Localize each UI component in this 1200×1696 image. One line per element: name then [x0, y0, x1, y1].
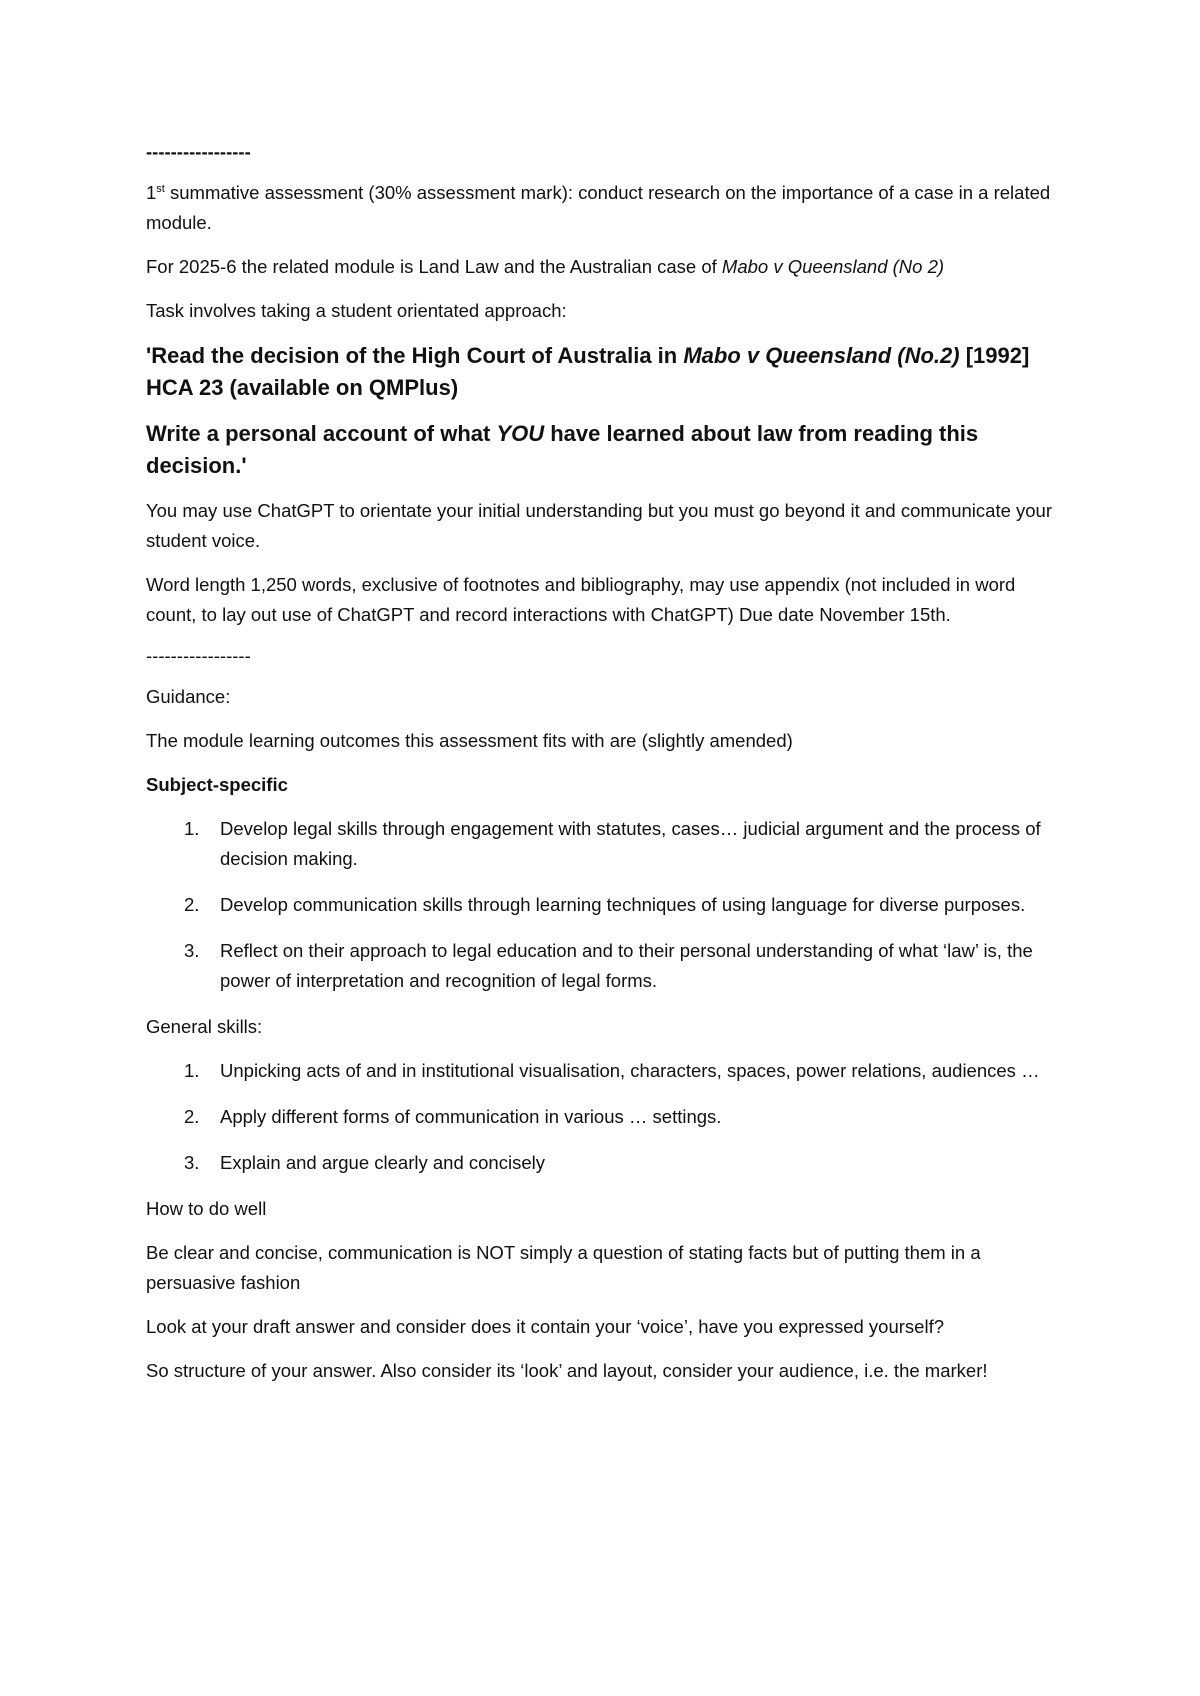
top-separator: -----------------: [146, 141, 251, 162]
list-item: [146, 890, 1066, 920]
list-item-number: 1.: [184, 1060, 200, 1081]
quote-write-suffix: have learned about law from reading this decision.': [146, 421, 979, 478]
list-item-text: Explain and argue clearly and concisely: [220, 1152, 545, 1173]
outcomes-intro: The module learning outcomes this assessment fits with are (slightly amended): [146, 730, 793, 751]
list-item-number: 3.: [184, 1152, 200, 1173]
list-item-text: Reflect on their approach to legal education and to their personal understanding of what ‘law’ is, the power of interpretation and recognition of legal forms.: [220, 940, 1033, 991]
task-quote-read: [146, 340, 1066, 404]
list-item: [146, 1148, 1066, 1178]
assessment-paragraph: [146, 178, 1066, 238]
quote-part2: [1992] HCA 23 (available on QMPlus): [146, 343, 1030, 400]
general-skills-heading: General skills:: [146, 1016, 263, 1037]
general-skills-list: [146, 1056, 1066, 1178]
list-item-text: Develop legal skills through engagement with statutes, cases… judicial argument and the process of decision making.: [220, 818, 1041, 869]
list-item-text: Apply different forms of communication in various … settings.: [220, 1106, 722, 1127]
task-paragraph: Task involves taking a student orientated approach:: [146, 300, 567, 321]
list-item-text: Unpicking acts of and in institutional visualisation, characters, spaces, power relations, audiences …: [220, 1060, 1040, 1081]
module-case-name: Mabo v Queensland (No 2): [721, 256, 945, 277]
assessment-ordinal: 1: [146, 182, 157, 203]
list-item-number: 1.: [184, 818, 200, 839]
assessment-ordinal-suffix: st: [156, 182, 165, 195]
guidance-label: Guidance:: [146, 686, 231, 707]
list-item: [146, 814, 1066, 874]
quote-part1: 'Read the decision of the High Court of Australia in: [146, 343, 684, 368]
list-item: [146, 1102, 1066, 1132]
document-body: [146, 140, 1066, 1400]
list-item-number: 3.: [184, 940, 200, 961]
subject-specific-list: [146, 814, 1066, 996]
middle-separator: -----------------: [146, 645, 251, 666]
chatgpt-paragraph: You may use ChatGPT to orientate your initial understanding but you must go beyond it and communicate your student voice.: [146, 500, 1053, 551]
list-item-number: 2.: [184, 894, 200, 915]
how-to-paragraph: Look at your draft answer and consider does it contain your ‘voice’, have you expressed yourself?: [146, 1316, 945, 1337]
quote-write-prefix: Write a personal account of what: [146, 421, 497, 446]
quote-write-you: YOU: [496, 421, 545, 446]
assessment-text: summative assessment (30% assessment mark): conduct research on the importance of a case in a related module.: [146, 182, 1051, 233]
how-to-paragraph: Be clear and concise, communication is NOT simply a question of stating facts but of putting them in a persuasive fashion: [146, 1242, 981, 1293]
list-item-text: Develop communication skills through learning techniques of using language for diverse purposes.: [220, 894, 1026, 915]
quote-case-name: Mabo v Queensland (No.2): [683, 343, 960, 368]
module-prefix: For 2025-6 the related module is Land Law and the Australian case of: [146, 256, 722, 277]
list-item: [146, 936, 1066, 996]
list-item-number: 2.: [184, 1106, 200, 1127]
module-paragraph: [146, 252, 1066, 282]
list-item: [146, 1056, 1066, 1086]
subject-specific-heading: Subject-specific: [146, 774, 288, 795]
task-quote-write: [146, 418, 1066, 482]
how-to-do-well-heading: How to do well: [146, 1198, 267, 1219]
word-length-paragraph: Word length 1,250 words, exclusive of footnotes and bibliography, may use appendix (not included in word count, to lay out use of ChatGPT and record interactions with ChatGPT) Due date November 15th.: [146, 574, 1016, 625]
how-to-paragraph: So structure of your answer. Also consider its ‘look’ and layout, consider your audience, i.e. the marker!: [146, 1360, 988, 1381]
